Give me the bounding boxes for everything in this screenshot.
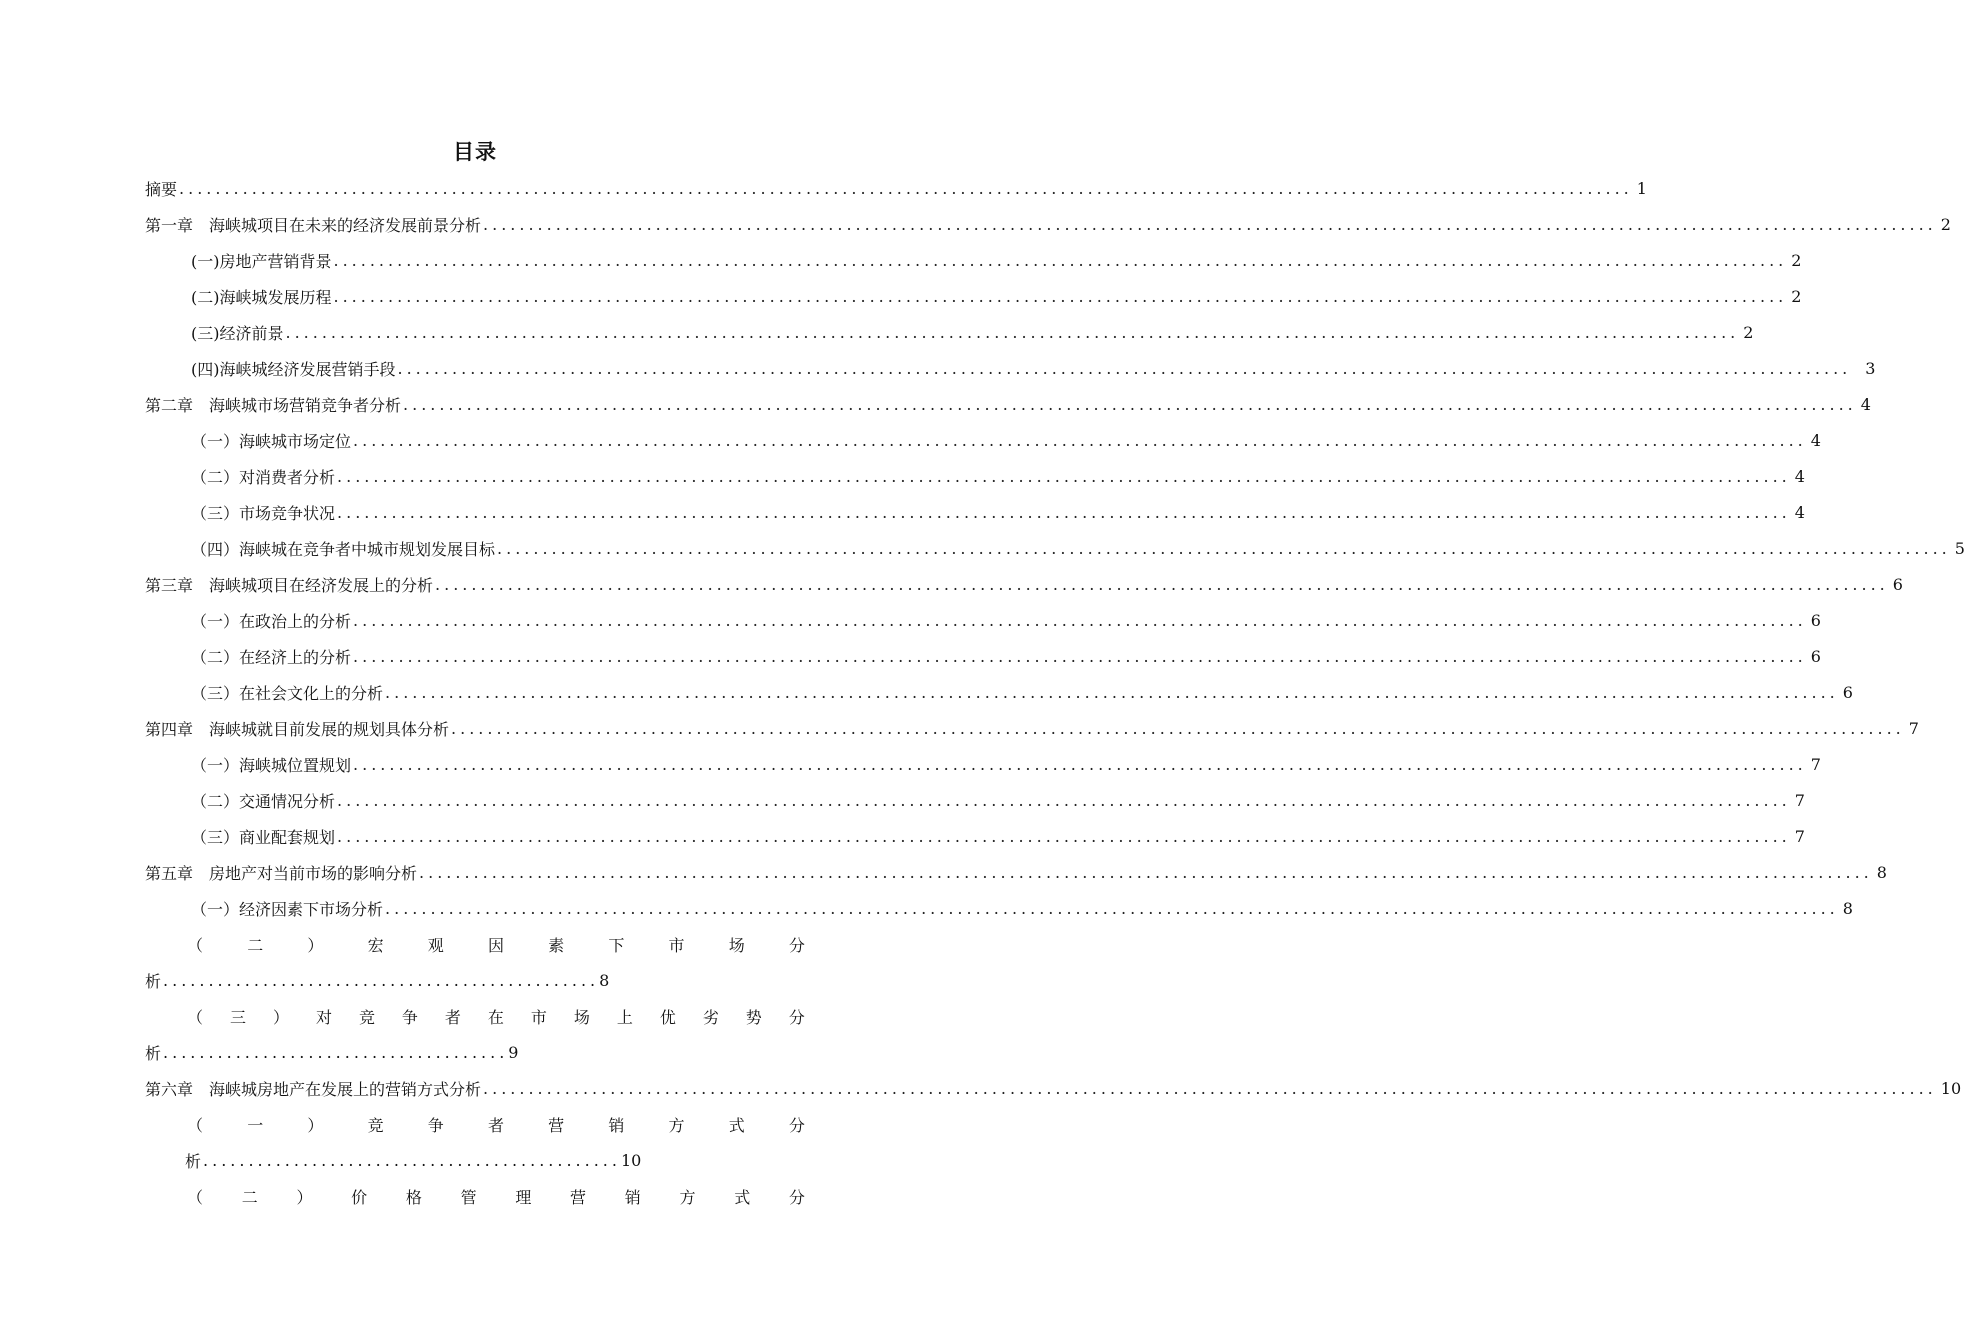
- toc-entry[interactable]: [145, 314, 1754, 350]
- toc-char: 分: [788, 935, 805, 955]
- toc-entry-wrapped[interactable]: [145, 926, 805, 962]
- toc-char: 价: [351, 1187, 368, 1207]
- toc-char: 分: [788, 1187, 805, 1207]
- toc-page-number: 1: [1636, 178, 1647, 198]
- toc-entry-text: 析: [145, 1043, 162, 1063]
- toc-char: 者: [487, 1115, 504, 1135]
- toc-entry-text: 析: [185, 1151, 202, 1171]
- toc-char: 在: [487, 1007, 504, 1027]
- toc-entry-text: （四）海峡城在竞争者中城市规划发展目标: [191, 539, 496, 559]
- toc-char: 者: [444, 1007, 461, 1027]
- toc-char: （: [187, 1007, 204, 1027]
- toc-entry-text: （一）海峡城市场定位: [191, 431, 352, 451]
- toc-char: 市: [530, 1007, 547, 1027]
- toc-page-number: 6: [1810, 610, 1821, 630]
- toc-entry[interactable]: [145, 602, 1821, 638]
- toc-entry-continuation: [145, 962, 805, 998]
- toc-entry-continuation: [145, 1034, 805, 1070]
- toc-page-number: 8: [599, 970, 610, 990]
- toc-entry-text: 第一章 海峡城项目在未来的经济发展前景分析: [145, 215, 482, 235]
- toc-char: 销: [608, 1115, 625, 1135]
- toc-page-number: 4: [1794, 466, 1805, 486]
- toc-leader: ................................................................................................................................................................: [285, 322, 1740, 342]
- toc-page-number: 10: [1940, 1078, 1962, 1098]
- toc-leader: ................................................................................................................................................................: [451, 718, 1905, 738]
- toc-page-number: 8: [1876, 862, 1887, 882]
- toc-page-number: 2: [1743, 322, 1754, 342]
- toc-leader: ................................................................................................................................................................: [385, 682, 1839, 702]
- toc-entry-text: 摘要: [145, 179, 178, 199]
- toc-entry-text: (一)房地产营销背景: [191, 251, 332, 271]
- toc-char: 理: [515, 1187, 532, 1207]
- toc-entry-text: (四)海峡城经济发展营销手段: [191, 359, 396, 379]
- toc-entry[interactable]: [145, 566, 1903, 602]
- toc-entry-text: （一）经济因素下市场分析: [191, 899, 384, 919]
- toc-entry-wrapped[interactable]: [145, 998, 805, 1034]
- toc-entry-text: 析: [145, 971, 162, 991]
- toc-char: 势: [745, 1007, 762, 1027]
- toc-entry[interactable]: [145, 242, 1802, 278]
- toc-leader: ......................................: [163, 1042, 509, 1062]
- toc-char: 方: [679, 1187, 696, 1207]
- toc-leader: ................................................................................................................................................................: [419, 862, 1873, 882]
- toc-entry-text: （一）在政治上的分析: [191, 611, 352, 631]
- toc-leader: ................................................................................................................................................................: [179, 178, 1633, 198]
- toc-leader: ................................................................................................................................................................: [337, 826, 1791, 846]
- toc-char: （: [187, 935, 204, 955]
- toc-entry[interactable]: [145, 422, 1821, 458]
- toc-char: 竞: [367, 1115, 384, 1135]
- toc-page-number: 7: [1908, 718, 1919, 738]
- toc-entry-wrapped[interactable]: [145, 1106, 805, 1142]
- toc-page-number: 3: [1865, 358, 1876, 378]
- toc-char: 因: [487, 935, 504, 955]
- toc-char: 二: [241, 1187, 258, 1207]
- toc-char: 式: [728, 1115, 745, 1135]
- toc-entry-text: (三)经济前景: [191, 323, 284, 343]
- toc-char: 市: [668, 935, 685, 955]
- toc-leader: ................................................................................................................................................................: [353, 754, 1807, 774]
- toc-entry[interactable]: [145, 350, 1876, 386]
- toc-char: 优: [659, 1007, 676, 1027]
- toc-entry[interactable]: [145, 458, 1805, 494]
- toc-entry[interactable]: [145, 674, 1853, 710]
- table-of-contents: [145, 170, 1965, 1214]
- toc-char: 场: [728, 935, 745, 955]
- toc-char: 素: [548, 935, 565, 955]
- toc-page-number: 4: [1810, 430, 1821, 450]
- toc-page-number: 6: [1842, 682, 1853, 702]
- toc-page-number: 6: [1810, 646, 1821, 666]
- toc-char: ）: [272, 1007, 289, 1027]
- toc-leader: ................................................................................................................................................................: [333, 286, 1788, 306]
- toc-page-number: 7: [1794, 826, 1805, 846]
- toc-char: 争: [427, 1115, 444, 1135]
- toc-leader: ................................................................................................................................................................: [483, 1078, 1937, 1098]
- toc-char: 分: [788, 1115, 805, 1135]
- toc-char: 下: [608, 935, 625, 955]
- toc-page-number: 2: [1940, 214, 1951, 234]
- toc-char: ）: [296, 1187, 313, 1207]
- toc-entry[interactable]: [145, 782, 1805, 818]
- toc-page-number: 9: [508, 1042, 519, 1062]
- toc-entry-text: 第二章 海峡城市场营销竞争者分析: [145, 395, 402, 415]
- toc-char: 竞: [358, 1007, 375, 1027]
- toc-char: ）: [307, 935, 324, 955]
- toc-entry[interactable]: [145, 206, 1951, 242]
- toc-char: 方: [668, 1115, 685, 1135]
- toc-entry-wrapped[interactable]: [145, 1178, 805, 1214]
- toc-page-number: 2: [1791, 250, 1802, 270]
- toc-char: 营: [548, 1115, 565, 1135]
- toc-leader: ................................................................................................................................................................: [403, 394, 1857, 414]
- toc-leader: ................................................................................................................................................................: [385, 898, 1839, 918]
- toc-char: 一: [247, 1115, 264, 1135]
- toc-page-number: 4: [1794, 502, 1805, 522]
- toc-entry[interactable]: [145, 494, 1805, 530]
- toc-leader: ................................................................................................................................................................: [337, 502, 1791, 522]
- toc-title: 目录: [453, 140, 497, 164]
- toc-entry-text: 第五章 房地产对当前市场的影响分析: [145, 863, 418, 883]
- toc-leader: ................................................................................................................................................................: [353, 610, 1807, 630]
- toc-char: （: [187, 1187, 204, 1207]
- toc-page-number: 8: [1842, 898, 1853, 918]
- toc-entry-continuation: [145, 1142, 805, 1178]
- toc-char: 三: [229, 1007, 246, 1027]
- toc-leader: ................................................................................................................................................................: [353, 430, 1807, 450]
- toc-leader: ................................................................................................................................................................: [497, 538, 1951, 558]
- toc-entry-text: 第三章 海峡城项目在经济发展上的分析: [145, 575, 434, 595]
- toc-char: 争: [401, 1007, 418, 1027]
- toc-entry[interactable]: [145, 386, 1871, 422]
- toc-entry-text: 第六章 海峡城房地产在发展上的营销方式分析: [145, 1079, 482, 1099]
- toc-leader: ................................................................................................................................................................: [333, 250, 1788, 270]
- toc-page-number: 4: [1860, 394, 1871, 414]
- toc-entry-text: （一）海峡城位置规划: [191, 755, 352, 775]
- toc-entry[interactable]: [145, 710, 1919, 746]
- toc-entry[interactable]: [145, 818, 1805, 854]
- toc-char: 场: [573, 1007, 590, 1027]
- toc-page-number: 5: [1954, 538, 1965, 558]
- toc-char: 分: [788, 1007, 805, 1027]
- toc-char: 式: [734, 1187, 751, 1207]
- toc-entry-text: （三）在社会文化上的分析: [191, 683, 384, 703]
- toc-char: 营: [570, 1187, 587, 1207]
- toc-entry-text: （二）交通情况分析: [191, 791, 336, 811]
- toc-entry-text: (二)海峡城发展历程: [191, 287, 332, 307]
- toc-leader: ................................................: [163, 970, 600, 990]
- toc-leader: ..............................................: [203, 1150, 621, 1170]
- toc-page-number: 2: [1791, 286, 1802, 306]
- toc-char: ）: [307, 1115, 324, 1135]
- toc-page-number: 10: [620, 1150, 642, 1170]
- toc-leader: ................................................................................................................................................................: [337, 466, 1791, 486]
- toc-entry[interactable]: [145, 746, 1821, 782]
- toc-entry[interactable]: [145, 854, 1887, 890]
- toc-char: 对: [315, 1007, 332, 1027]
- toc-entry[interactable]: [145, 530, 1965, 566]
- toc-char: 上: [616, 1007, 633, 1027]
- toc-entry-text: （二）在经济上的分析: [191, 647, 352, 667]
- toc-page-number: 6: [1892, 574, 1903, 594]
- toc-entry[interactable]: [145, 1070, 1962, 1106]
- toc-char: （: [187, 1115, 204, 1135]
- toc-char: 劣: [702, 1007, 719, 1027]
- toc-char: 管: [460, 1187, 477, 1207]
- toc-leader: ................................................................................................................................................................: [337, 790, 1791, 810]
- toc-entry[interactable]: [145, 638, 1821, 674]
- toc-entry-text: （二）对消费者分析: [191, 467, 336, 487]
- toc-entry[interactable]: [145, 278, 1802, 314]
- toc-char: 格: [405, 1187, 422, 1207]
- toc-leader: ................................................................................................................................................................: [435, 574, 1889, 594]
- toc-char: 销: [624, 1187, 641, 1207]
- toc-entry-text: （三）市场竞争状况: [191, 503, 336, 523]
- toc-leader: ................................................................................................................................................................: [483, 214, 1937, 234]
- toc-entry-text: 第四章 海峡城就目前发展的规划具体分析: [145, 719, 450, 739]
- toc-char: 观: [427, 935, 444, 955]
- toc-leader: ................................................................................................................................................................: [353, 646, 1807, 666]
- toc-entry-text: （三）商业配套规划: [191, 827, 336, 847]
- toc-entry[interactable]: [145, 890, 1853, 926]
- toc-char: 宏: [367, 935, 384, 955]
- toc-page-number: 7: [1810, 754, 1821, 774]
- toc-char: 二: [247, 935, 264, 955]
- toc-leader: ................................................................................................................................................................: [397, 358, 1852, 378]
- toc-page-number: 7: [1794, 790, 1805, 810]
- toc-entry[interactable]: [145, 170, 1647, 206]
